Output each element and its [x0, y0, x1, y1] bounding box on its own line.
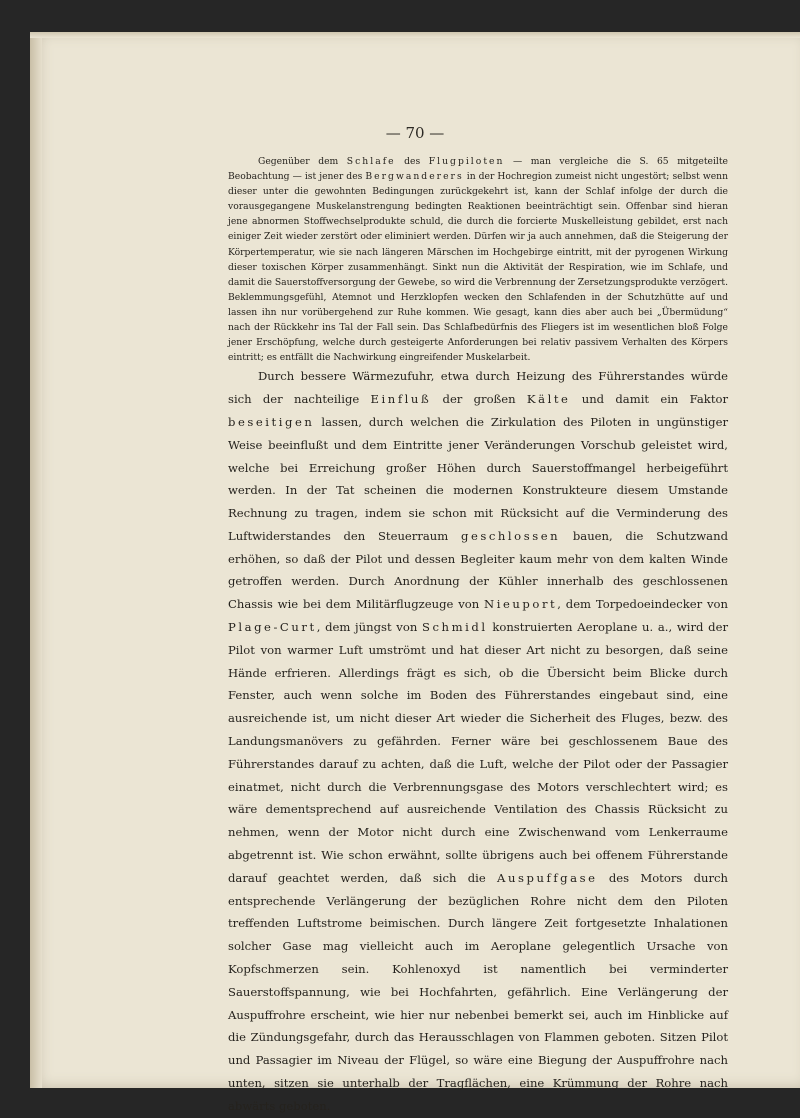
text-run: bauen, die Schutzwand erhöhen, so daß der Pilot und dessen Begleiter kaum mehr von dem kalten Winde getroffen werden. Durch Anordnung der Kühler innerhalb des geschlossenen Chassis wie bei dem Militärflugzeuge von [228, 528, 728, 612]
spaced-emphasis: Schmidl [422, 620, 488, 635]
page-number: — 70 — [385, 124, 445, 142]
spaced-emphasis: beseitigen [228, 414, 315, 429]
text-run: des [395, 156, 429, 167]
spaced-emphasis: Auspuffgase [497, 870, 598, 885]
text-run: Durch bessere Wärmezufuhr, etwa durch Heizung des Führerstandes würde sich der nachteilige [228, 369, 728, 407]
spaced-emphasis: Kälte [526, 392, 571, 407]
spaced-emphasis: geschlossen [460, 528, 561, 543]
text-run: konstruierten Aeroplane u. a., wird der Pilot von warmer Luft umströmt und hat dieser Art nicht zu besorgen, daß seine Hände erfrieren. Allerdings frägt es sich, ob die Übersicht beim Blicke durch Fenster, auch wenn solche im Boden des Führerstandes eingebaut sind, eine ausreichende ist, um nicht dieser Art wieder die Sicherheit des Fluges, bezw. des Landungsmanövers zu gefährden. Ferner wäre bei geschlossenem Baue des Führerstandes darauf zu achten, daß die Luft, welche der Pilot oder der Passagier einatmet, nicht durch die Verbrennungsgase des Motors verschlechtert wird; es wäre dementsprechend auf ausreichende Ventilation des Chassis Rücksicht zu nehmen, wenn der Motor nicht durch eine Zwischenwand vom Lenkerraume abgetrennt ist. Wie schon erwähnt, sollte übrigens auch bei offenem Führerstande darauf geachtet werden, daß sich die [228, 620, 728, 885]
spaced-emphasis: Bergwanderers [365, 171, 464, 183]
text-run: der großen [431, 392, 527, 407]
page-top-shade [30, 32, 800, 38]
book-page [30, 32, 800, 1113]
spaced-emphasis: Einfluß [370, 392, 432, 407]
spaced-emphasis: Nieuport [484, 597, 558, 612]
spaced-emphasis: Flugpiloten [428, 156, 505, 167]
text-run: lassen, durch welchen die Zirkulation des Piloten in ungünstiger Weise beeinflußt und dem Eintritte jener Veränderungen Vorschub geleistet wird, welche bei Erreichung großer Höhen durch Sauerstoffmangel herbeigeführt werden. In der Tat scheinen die modernen Konstrukteure diesem Umstande Rechnung zu tragen, indem sie schon mit Rücksicht auf die Verminderung des Luftwiderstandes den Steuerraum [228, 414, 728, 543]
spaced-emphasis: Plage-Curt [228, 620, 317, 635]
text-run: , dem Torpedoeindecker von [557, 597, 729, 612]
spaced-emphasis: Schlafe [346, 156, 396, 167]
text-run: und damit ein Faktor [570, 392, 729, 407]
text-run: , dem jüngst von [316, 620, 423, 635]
text-run: Gegenüber dem [258, 156, 347, 167]
page-gutter [30, 32, 42, 1088]
text-run: — man vergleiche die S. 65 mitgeteilte Beobachtung — ist jener des [228, 156, 728, 183]
text-run: des Motors durch entsprechende Verlängerung der bezüglichen Rohre nicht dem den Piloten treffenden Luftstrome beimischen. Durch längere Zeit fortgesetzte Inhalationen solcher Gase mag vielleicht auch im Aeroplane gelegentlich Ursache von Kopfschmerzen sein. Kohlenoxyd ist namentlich bei verminderter Sauerstoffspannung, wie bei Hochfahrten, gefährlich. Eine Verlängerung der Auspuffrohre erscheint, wie hier nur nebenbei bemerkt sei, auch im Hinblicke auf die Zündungsgefahr, durch das Herausschlagen von Flammen geboten. Sitzen Pilot und Passagier im Niveau der Flügel, so wäre eine Biegung der Auspuffrohre nach unten, sitzen sie unterhalb der Tragflächen, eine Krümmung der Rohre nach abwärts geboten. [228, 870, 728, 1113]
text-body [228, 154, 728, 1118]
small-print-paragraph [228, 154, 728, 365]
text-run: in der Hochregion zumeist nicht ungestört; selbst wenn dieser unter die gewohnten Bedingungen zurückgekehrt ist, kann der Schlaf infolge der durch die vorausgegangene Muskelanstrengung bedingten Reaktionen beeinträchtigt sein. Offenbar sind hieran jene abnormen Stoffwechselprodukte schuld, die durch die forcierte Muskelleistung gebildet, erst nach einiger Zeit wieder zerstört oder eliminiert werden. Dürfen wir ja auch annehmen, daß die Steigerung der Körpertemperatur, wie sie nach längeren Märschen im Hochgebirge eintritt, mit der pyrogenen Wirkung dieser toxischen Körper zusammenhängt. Sinkt nun die Aktivität der Respiration, wie im Schlafe, und damit die Sauerstoffversorgung der Gewebe, so wird die Verbrennung der Zersetzungsprodukte verzögert. Beklemmungsgefühl, Atemnot und Herzklopfen wecken den Schlafenden in der Schutzhütte auf und lassen ihn nur vorübergehend zur Ruhe kommen. Wie gesagt, kann dies aber auch bei „Übermüdung“ nach der Rückkehr ins Tal der Fall sein. Das Schlafbedürfnis des Fliegers ist im wesentlichen bloß Folge jener Erschöpfung, welche durch gesteigerte Anforderungen bei relativ passivem Verhalten des Körpers eintritt; es entfällt die Nachwirkung eingreifender Muskelarbeit. [228, 171, 729, 364]
main-paragraph [228, 365, 728, 1117]
